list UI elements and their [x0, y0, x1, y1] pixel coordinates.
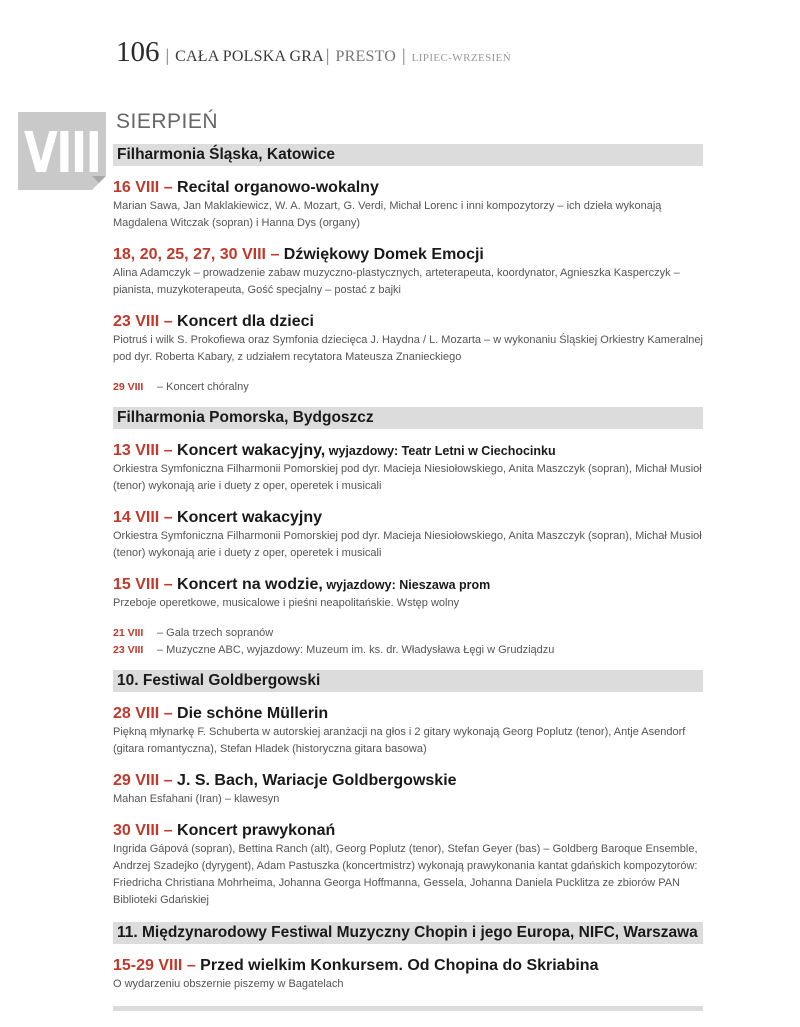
event-entry: [113, 245, 703, 299]
event-title: Die schöne Müllerin: [172, 705, 329, 722]
event-entry: [113, 771, 703, 808]
section-title: Filharmonia Pomorska, Bydgoszcz: [113, 407, 703, 429]
event-date: 13 VIII –: [113, 442, 173, 459]
bottom-rule: [113, 1006, 703, 1011]
header-issue-period: LIPIEC-WRZESIEŃ: [411, 52, 512, 64]
event-heading: [113, 312, 703, 332]
event-heading: [113, 704, 703, 724]
event-title: Koncert wakacyjny,: [172, 442, 326, 459]
event-description: O wydarzeniu obszernie piszemy w Bagatelach: [113, 978, 344, 990]
header-separator: |: [325, 45, 330, 65]
event-description: Mahan Esfahani (Iran) – klawesyn: [113, 793, 280, 805]
event-section: [113, 670, 703, 909]
short-event-list: [113, 379, 703, 396]
event-entry: [113, 575, 703, 612]
event-heading: [113, 956, 703, 976]
event-heading: [113, 771, 703, 791]
short-event-list: [113, 625, 703, 659]
event-description: Alina Adamczyk – prowadzenie zabaw muzyczno-plastycznych, arteterapeuta, koordynator, Agnieszka Kasperczyk – pianista, muzykoterapeuta, Gość specjalny – postać z bajki: [113, 267, 680, 296]
event-heading: [113, 178, 703, 198]
short-event-row: [113, 642, 703, 659]
event-entry: [113, 312, 703, 366]
event-date: 15 VIII –: [113, 576, 173, 593]
event-entry: [113, 821, 703, 909]
short-event-date: 23 VIII: [113, 644, 144, 656]
page-number: 106: [116, 36, 160, 68]
event-title: Recital organowo-wokalny: [172, 179, 379, 196]
event-title: Dźwiękowy Domek Emocji: [279, 246, 484, 263]
event-description: Piotruś i wilk S. Prokofiewa oraz Symfonia dziecięca J. Haydna / L. Mozarta – w wykonaniu Śląskiej Orkiestry Kameralnej pod dyr. Roberta Kabary, z udziałem recytatora Mateusza Znanieckiego: [113, 334, 703, 363]
event-entry: [113, 441, 703, 495]
event-entry: [113, 704, 703, 758]
event-title: Koncert prawykonań: [172, 822, 336, 839]
event-title: Koncert wakacyjny: [172, 509, 322, 526]
section-title: 11. Międzynarodowy Festiwal Muzyczny Chopin i jego Europa, NIFC, Warszawa: [113, 922, 703, 944]
event-section: [113, 922, 703, 993]
event-description: Marian Sawa, Jan Maklakiewicz, W. A. Mozart, G. Verdi, Michał Lorenc i inni kompozytorzy – ich dzieła wykonają Magdalena Witczak (sopran) i Hanna Dys (organy): [113, 200, 662, 229]
month-roman-numeral: VIII: [24, 121, 101, 186]
event-heading: [113, 245, 703, 265]
event-venue: wyjazdowy: Teatr Letni w Ciechocinku: [325, 444, 556, 458]
event-date: 15-29 VIII –: [113, 957, 196, 974]
event-date: 28 VIII –: [113, 705, 173, 722]
event-description: Orkiestra Symfoniczna Filharmonii Pomorskiej pod dyr. Macieja Niesiołowskiego, Anita Maszczyk (sopran), Michał Musioł (tenor) wykonają arie i duety z oper, operetek i musicali: [113, 463, 702, 492]
section-title: 10. Festiwal Goldbergowski: [113, 670, 703, 692]
event-entry: [113, 508, 703, 562]
event-date: 18, 20, 25, 27, 30 VIII –: [113, 246, 280, 263]
event-venue: wyjazdowy: Nieszawa prom: [322, 578, 491, 592]
event-heading: [113, 821, 703, 841]
short-event-row: [113, 625, 703, 642]
events-listing: [113, 144, 703, 1011]
event-entry: [113, 178, 703, 232]
event-title: Koncert na wodzie,: [172, 576, 323, 593]
short-event-row: [113, 379, 703, 396]
header-magazine-name: PRESTO: [335, 48, 397, 65]
month-badge: [18, 112, 106, 190]
event-heading: [113, 441, 703, 461]
event-title: Przed wielkim Konkursem. Od Chopina do Skriabina: [195, 957, 599, 974]
event-entry: [113, 956, 703, 993]
event-date: 30 VIII –: [113, 822, 173, 839]
event-description: Piękną młynarkę F. Schuberta w autorskiej aranżacji na głos i 2 gitary wykonają Georg Poplutz (tenor), Antje Asendorf (gitara romantyczna), Stefan Hladek (historyczna gitara basowa): [113, 726, 686, 755]
short-event-date: 21 VIII: [113, 627, 144, 639]
event-date: 16 VIII –: [113, 179, 173, 196]
event-date: 23 VIII –: [113, 313, 173, 330]
event-date: 14 VIII –: [113, 509, 173, 526]
short-event-date: 29 VIII: [113, 381, 144, 393]
event-description: Orkiestra Symfoniczna Filharmonii Pomorskiej pod dyr. Macieja Niesiołowskiego, Anita Maszczyk (sopran), Michał Musioł (tenor) wykonają arie i duety z oper, operetek i musicali: [113, 530, 702, 559]
event-date: 29 VIII –: [113, 772, 173, 789]
event-section: [113, 407, 703, 659]
event-description: Przeboje operetkowe, musicalowe i pieśni neapolitańskie. Wstęp wolny: [113, 597, 460, 609]
short-event-text: – Gala trzech sopranów: [157, 627, 274, 639]
page-header: [116, 36, 511, 69]
month-title: SIERPIEŃ: [116, 110, 219, 133]
event-heading: [113, 575, 703, 595]
header-separator: |: [402, 45, 406, 65]
section-title: Filharmonia Śląska, Katowice: [113, 144, 703, 166]
event-title: Koncert dla dzieci: [172, 313, 314, 330]
header-separator: |: [165, 45, 170, 65]
event-title: J. S. Bach, Wariacje Goldbergowskie: [172, 772, 457, 789]
event-section: [113, 144, 703, 396]
event-heading: [113, 508, 703, 528]
event-description: Ingrida Gápová (sopran), Bettina Ranch (alt), Georg Poplutz (tenor), Stefan Geyer (bas) – Goldberg Baroque Ensemble, Andrzej Szadejko (dyrygent), Adam Pastuszka (koncertmistrz) wykonają prawykonania kantat gdańskich kompozytorów: Friedricha Christiana Mohrheima, Johanna Georga Hoffmanna, Gessela, Johanna Daniela Pucklitza ze zbiorów PAN Biblioteki Gdańskiej: [113, 843, 698, 906]
header-magazine-section: CAŁA POLSKA GRA: [175, 48, 324, 65]
short-event-text: – Muzyczne ABC, wyjazdowy: Muzeum im. ks. dr. Władysława Łęgi w Grudziądzu: [157, 644, 555, 656]
short-event-text: – Koncert chóralny: [157, 381, 249, 393]
